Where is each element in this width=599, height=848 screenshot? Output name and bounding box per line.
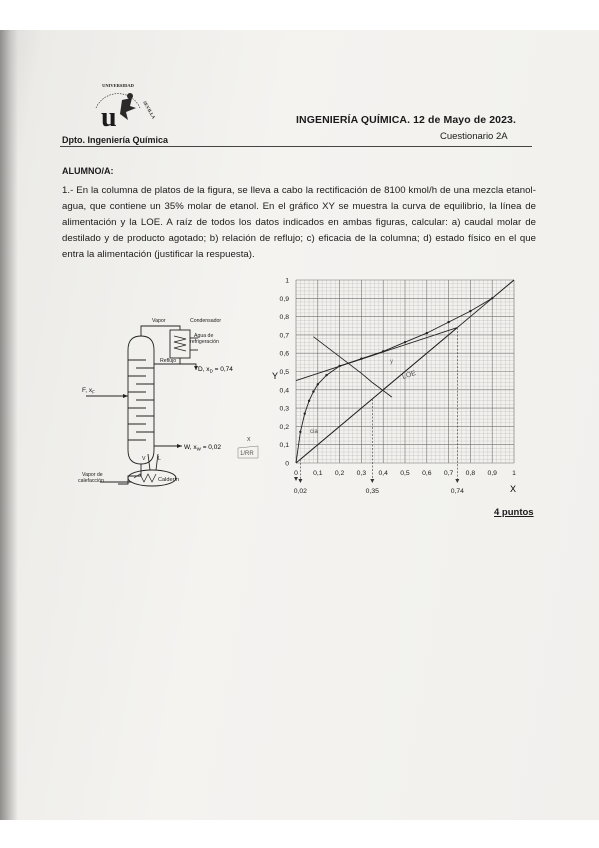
feed-label: F, $x_F$ bbox=[82, 387, 95, 395]
equilibrium-point bbox=[325, 374, 327, 376]
page-edge-shadow bbox=[0, 30, 18, 820]
exam-subtitle: Cuestionario 2A bbox=[440, 131, 508, 142]
equilibrium-point bbox=[469, 310, 471, 312]
equilibrium-point bbox=[308, 400, 310, 402]
equilibrium-point bbox=[312, 390, 314, 392]
x-tick-label: 0,1 bbox=[313, 470, 323, 477]
y-tick-label: 0,5 bbox=[279, 369, 289, 376]
marked-x-label: 0,02 bbox=[293, 488, 307, 495]
y-tick-label: 0,3 bbox=[279, 405, 289, 413]
marked-x-arrow bbox=[455, 479, 459, 483]
x-tick-label: 0,7 bbox=[443, 470, 454, 477]
exam-title: INGENIERÍA QUÍMICA. 12 de Mayo de 2023. bbox=[296, 114, 516, 126]
cooling-water-label-1: Agua de bbox=[194, 333, 214, 339]
question-text: 1.- En la columna de platos de la figura, se lleva a cabo la rectificación de 8100 kmol/h de una mezcla etanol-agua, que contiene un 35% molar de etanol. En el gráfico XY se muestra la curva de equilibrio, la línea de alimentación y la LOE. A raíz de todos los datos indicados en ambas figuras, calcular: a) caudal molar de destilado y de producto agotado; b) relación de reflujo; c) eficacia de la columna; d) estado físico en el que entra la alimentación (justificar la respuesta). bbox=[62, 185, 536, 260]
stream-l-label: L bbox=[158, 456, 161, 462]
student-label: ALUMNO/A: bbox=[62, 166, 114, 176]
svg-text:u: u bbox=[101, 102, 117, 133]
y-axis-label: Y bbox=[272, 371, 279, 381]
x-tick-label: 0,3 bbox=[356, 470, 367, 477]
handwritten-note-cia: cia bbox=[310, 429, 318, 435]
y-tick-label: 0,4 bbox=[279, 387, 289, 395]
heating-vapor-label-2: calefacción bbox=[78, 478, 104, 484]
condenser-label: Condensador bbox=[190, 318, 222, 324]
condenser bbox=[170, 330, 190, 358]
xy-chart bbox=[262, 275, 532, 503]
svg-text:SEVILLA: SEVILLA bbox=[142, 100, 157, 120]
y-tick-label: 0 bbox=[285, 460, 289, 468]
origin-arrow bbox=[294, 477, 298, 481]
marked-x-label: 0,35 bbox=[365, 488, 379, 495]
equilibrium-point bbox=[317, 383, 319, 385]
y-tick-label: 0,7 bbox=[279, 332, 289, 340]
y-tick-label: 0,1 bbox=[279, 442, 289, 450]
equilibrium-point bbox=[426, 332, 428, 334]
stream-v-label: V bbox=[142, 456, 146, 462]
y-tick-label: 0,2 bbox=[279, 423, 289, 431]
y-tick-label: 0,9 bbox=[279, 295, 289, 303]
reboiler-label: Calderín bbox=[158, 477, 180, 483]
svg-text:UNIVERSIDAD: UNIVERSIDAD bbox=[102, 83, 134, 88]
marked-x-label: 0,74 bbox=[450, 488, 464, 495]
x-tick-label: 0,6 bbox=[422, 470, 432, 477]
equilibrium-point bbox=[304, 412, 306, 414]
handwritten-note-yi: y bbox=[390, 359, 393, 365]
marked-x-arrow bbox=[370, 479, 374, 483]
equilibrium-point bbox=[404, 341, 406, 343]
cooling-water-label-2: refrigeración bbox=[190, 339, 219, 345]
x-axis-label: X bbox=[510, 484, 517, 494]
university-logo bbox=[86, 78, 157, 134]
loe-annotation: LOE bbox=[401, 369, 417, 381]
x-tick-label: 0,2 bbox=[334, 470, 345, 477]
points-label: 4 puntos bbox=[494, 507, 534, 518]
equilibrium-point bbox=[299, 431, 301, 433]
x-tick-label: 0,5 bbox=[400, 470, 410, 477]
y-tick-label: 1 bbox=[285, 277, 289, 285]
y-tick-label: 0,6 bbox=[279, 350, 289, 358]
x-tick-label: 0,9 bbox=[487, 470, 497, 477]
distillate-label: D, $x_D = 0,74$ bbox=[198, 366, 233, 374]
handwritten-note-rr: 1/RR bbox=[240, 451, 254, 457]
x-tick-label: 0,4 bbox=[378, 470, 388, 477]
department-label: Dpto. Ingeniería Química bbox=[62, 135, 169, 145]
x-tick-label: 0 bbox=[294, 470, 298, 477]
column-diagram bbox=[72, 308, 282, 498]
bottoms-label: W, $x_W = 0,02$ bbox=[184, 444, 221, 452]
header-divider bbox=[60, 146, 532, 147]
y-tick-label: 0,8 bbox=[279, 314, 289, 322]
heating-vapor-label-1: Vapor de bbox=[82, 472, 103, 478]
marked-x-arrow bbox=[298, 479, 302, 483]
handwritten-note-x: x bbox=[247, 436, 251, 443]
reflux-label: Reflujo bbox=[160, 358, 177, 364]
x-tick-label: 1 bbox=[512, 470, 516, 477]
vapor-label: Vapor bbox=[152, 318, 166, 324]
equilibrium-point bbox=[447, 321, 449, 323]
x-tick-label: 0,8 bbox=[465, 470, 476, 477]
